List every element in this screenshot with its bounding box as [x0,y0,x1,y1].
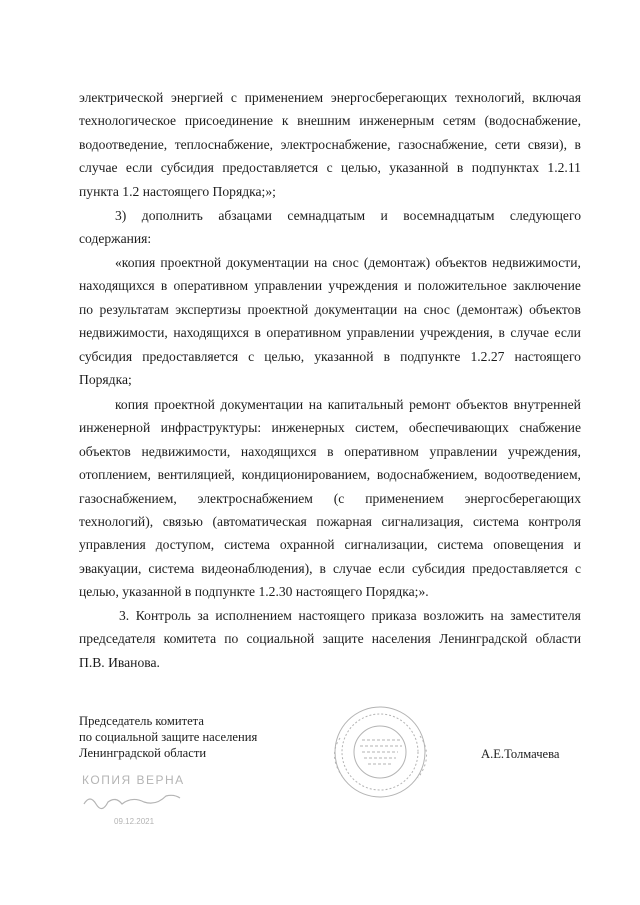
copy-stamp-title: КОПИЯ ВЕРНА [82,773,185,787]
signatory-name: А.Е.Толмачева [481,747,560,761]
word: социальной [246,631,315,647]
word: если [554,325,581,341]
word: сигнализация, [381,514,464,530]
word: предоставляется [472,560,568,576]
word: защите [322,631,364,647]
word: 3. [119,608,130,623]
word: видеонаблюдения), [201,560,313,576]
text-line [79,86,581,109]
word: в [319,560,326,576]
word: отоплением, [79,467,151,483]
word: связью [162,514,203,530]
word: объектов [456,397,509,412]
word: настоящего [514,348,581,364]
word: объектов [79,443,131,459]
word: документации [314,301,398,317]
word: применением [365,490,444,506]
word: 3) [115,208,127,223]
word: система [473,514,519,530]
word: целью, [341,160,381,176]
word: водоснабжением, [376,467,478,483]
word: электроснабжение, [280,136,391,152]
word: недвижимости, [492,255,581,270]
word: кондиционированием, [241,467,371,483]
word: на [403,301,418,317]
word: предоставляется [142,348,239,364]
text-line [79,345,581,368]
word: результатам [99,301,169,317]
word: настоящего [298,608,365,623]
word: случае [510,325,549,341]
word: экспертизы [175,301,242,317]
word: заместителя [510,608,581,623]
word: находящихся [173,325,249,341]
word: внешним [297,113,351,129]
text-line: П.В. Иванова. [79,654,160,670]
text-line [79,463,581,486]
text-line [79,274,581,297]
word: учреждения [328,278,399,294]
word: по [79,301,94,317]
text-line [79,321,581,344]
word: субсидия [79,348,133,364]
word: населения [371,631,431,647]
word: снос [332,255,359,270]
word: области [535,631,581,647]
word: за [197,608,209,623]
word: эвакуации, [79,560,142,576]
word: 1.2.27 [470,348,505,364]
text-line [79,487,581,510]
word: управлении [429,443,498,459]
word: субсидия [411,560,466,576]
word: технологическое [79,113,177,129]
word: оповещения [493,537,564,553]
word: энергосберегающих [464,490,581,506]
word: на [308,397,323,412]
word: и [573,537,581,553]
text-line [79,557,581,580]
word: находящихся [79,278,155,294]
word: документации [220,397,304,412]
word: с [230,90,237,105]
text-line [79,416,581,439]
text-line: Порядка; [79,372,132,388]
word: сигнализации, [344,537,428,553]
text-line [79,156,581,179]
word: Контроль [135,608,191,623]
word: и [380,208,388,223]
copy-stamp-date: 09.12.2021 [114,817,155,826]
paragraph-quote-18 [79,393,581,604]
word: контроля [528,514,581,530]
text-line [79,251,581,274]
paragraph-item-3-control [79,604,581,674]
word: и [404,278,412,294]
word: приказа [371,608,417,623]
word: снос [423,301,450,317]
word: Ленинградской [439,631,528,647]
word: газоснабжение, [398,136,488,152]
word: ремонт [409,397,451,412]
paragraph-continuation [79,86,581,203]
text-line [79,109,581,132]
text-line [79,627,581,650]
paragraph-item-3 [79,204,581,251]
word: указанной [389,160,449,176]
word: (водоснабжение, [484,113,581,129]
word: (с [333,490,345,506]
word: охранной [279,537,335,553]
word: учреждения, [507,443,581,459]
word: 1.2.11 [547,160,581,176]
word: водоотведением, [484,467,581,483]
word: пожарная [316,514,372,530]
word: в [498,325,505,341]
word: (автоматическая [212,514,307,530]
word: с [248,348,255,364]
text-line: содержания: [79,231,152,247]
word: случае [332,560,372,576]
word: в [254,325,261,341]
word: сетям [442,113,476,129]
word: система [148,560,195,576]
text-line [79,440,581,463]
word: теплоснабжение, [174,136,274,152]
word: возложить [423,608,484,623]
word: энергосберегающих [330,90,448,105]
word: (демонтаж) [363,255,431,270]
signatory-position-line: Председатель комитета [79,714,204,728]
word: целью, [264,348,305,364]
word: инженерных [271,420,345,436]
signatory-position-line: Ленинградской области [79,746,207,760]
copy-stamp [78,768,198,830]
word: с [574,560,581,576]
word: председателя [79,631,156,647]
word: заключение [513,278,581,294]
word: управлении [254,278,323,294]
word: следующего [509,208,581,223]
word: положительное [417,278,507,294]
word: указанной [314,348,374,364]
word: субсидия [160,160,214,176]
word: проектной [160,255,222,270]
text-line [79,604,581,627]
word: технологий), [79,514,154,530]
word: оперативном [344,443,419,459]
official-seal [318,698,452,810]
word: управлении [346,325,415,341]
word: документации [226,255,309,270]
word: на [313,255,328,270]
word: абзацами [218,208,272,223]
word: систем, [355,420,399,436]
word: в [383,348,390,364]
word: недвижимости, [141,443,231,459]
word: инженерной [79,420,151,436]
word: доступом, [155,537,215,553]
word: на [490,608,504,623]
word: случае [79,160,118,176]
word: вентиляцией, [157,467,235,483]
word: снабжение [519,420,581,436]
word: объектов [529,301,581,317]
word: применением [244,90,324,105]
word: в [160,278,168,294]
word: находящихся [240,443,317,459]
word: если [378,560,405,576]
word: внутренней [513,397,581,412]
word: обеспечивающих [408,420,509,436]
word: «копия [115,255,156,270]
text-line [79,204,581,227]
word: присоединение [184,113,274,129]
word: комитета [163,631,217,647]
word: электроснабжением [197,490,313,506]
word: по [224,631,239,647]
word: к [281,113,289,129]
paragraph-quote-17 [79,251,581,391]
word: дополнить [141,208,203,223]
word: если [125,160,153,176]
text-line: целью, указанной в подпункте 1.2.30 настоящего Порядка;». [79,584,429,600]
word: энергией [171,90,224,105]
word: водоотведение, [79,136,168,152]
word: в [456,160,464,176]
word: оперативном [173,278,249,294]
text-line [79,298,581,321]
word: учреждения, [419,325,493,341]
word: технологий, [455,90,525,105]
text-line [79,510,581,533]
word: исполнением [215,608,292,623]
word: подпункте [400,348,461,364]
word: система [224,537,270,553]
text-line: пункта 1.2 настоящего Порядка;»; [79,183,276,199]
signatory-position [79,713,257,761]
text-line [79,533,581,556]
word: система [437,537,484,553]
word: в [574,136,581,152]
word: газоснабжением, [79,490,177,506]
word: проектной [247,301,309,317]
word: предоставляется [222,160,319,176]
word: инфраструктуры: [160,420,262,436]
word: управления [79,537,146,553]
word: электрической [79,90,164,105]
signatory-position-line: по социальной защите населения [79,730,258,744]
word: (демонтаж) [456,301,523,317]
word: оперативном [266,325,342,341]
word: проектной [154,397,215,412]
word: сети [494,136,521,152]
word: связи), [527,136,567,152]
word: капитальный [327,397,404,412]
word: копия [115,397,149,412]
word: включая [532,90,581,105]
word: с [326,160,333,176]
word: недвижимости, [79,325,168,341]
word: инженерным [359,113,435,129]
copy-stamp-signature [84,795,180,808]
text-line [79,133,581,156]
word: подпунктах [471,160,540,176]
text-line [79,393,581,416]
word: семнадцатым [287,208,366,223]
word: объектов [435,255,488,270]
word: в [327,443,334,459]
word: восемнадцатым [403,208,495,223]
